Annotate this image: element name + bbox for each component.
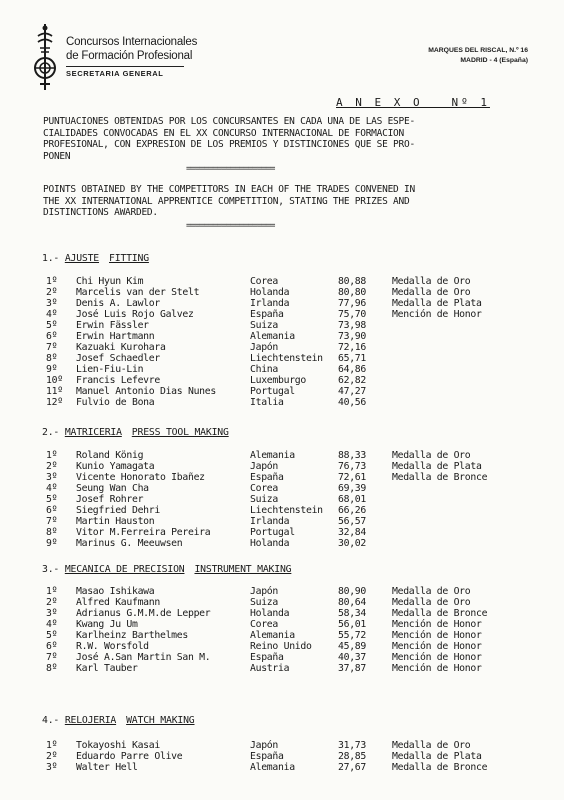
- results-table: [40, 586, 512, 674]
- competitor-name: Adrianus G.M.M.de Lepper: [76, 608, 211, 619]
- award-cell: Medalla de Plata: [392, 298, 482, 309]
- score-cell: 27,67: [338, 762, 366, 773]
- table-row: [40, 630, 512, 641]
- score-cell: 64,86: [338, 364, 366, 375]
- table-row: [40, 309, 512, 320]
- score-cell: 55,72: [338, 630, 366, 641]
- competitor-name: Masao Ishikawa: [76, 586, 155, 597]
- table-row: [40, 353, 512, 364]
- table-row: [40, 740, 512, 751]
- rank-cell: 2º: [46, 751, 58, 762]
- organization-header: [66, 35, 197, 78]
- award-cell: Medalla de Oro: [392, 450, 471, 461]
- rank-cell: 4º: [46, 483, 58, 494]
- table-row: [40, 450, 512, 461]
- award-cell: Medalla de Oro: [392, 597, 471, 608]
- rank-cell: 3º: [46, 472, 58, 483]
- section-title-es: MATRICERIA: [64, 427, 122, 438]
- table-row: [40, 364, 512, 375]
- table-row: [40, 663, 512, 674]
- country-cell: Irlanda: [250, 298, 290, 309]
- competitor-name: Kunio Yamagata: [76, 461, 155, 472]
- table-row: [40, 619, 512, 630]
- award-cell: Mención de Honor: [392, 641, 482, 652]
- rank-cell: 10º: [46, 375, 63, 386]
- country-cell: Alemania: [250, 331, 295, 342]
- score-cell: 47,27: [338, 386, 366, 397]
- country-cell: España: [250, 652, 284, 663]
- award-cell: [392, 527, 512, 538]
- award-cell: Medalla de Oro: [392, 287, 471, 298]
- country-cell: Liechtenstein: [250, 353, 323, 364]
- rank-cell: 4º: [46, 309, 58, 320]
- competitor-name: Erwin Hartmann: [76, 331, 155, 342]
- competitor-name: Vitor M.Ferreira Pereira: [76, 527, 211, 538]
- award-cell: Medalla de Plata: [392, 461, 482, 472]
- score-cell: 40,37: [338, 652, 366, 663]
- country-cell: Liechtenstein: [250, 505, 323, 516]
- rank-cell: 2º: [46, 597, 58, 608]
- competitor-name: Fulvio de Bona: [76, 397, 155, 408]
- org-name-line1: Concursos Internacionales: [66, 36, 198, 48]
- rank-cell: 1º: [46, 450, 58, 461]
- organization-emblem-icon: [32, 22, 58, 92]
- country-cell: Portugal: [250, 527, 295, 538]
- competitor-name: Karlheinz Barthelmes: [76, 630, 188, 641]
- country-cell: Portugal: [250, 386, 295, 397]
- score-cell: 62,82: [338, 375, 366, 386]
- score-cell: 72,61: [338, 472, 366, 483]
- rank-cell: 2º: [46, 287, 58, 298]
- table-row: [40, 276, 512, 287]
- section-number: 1.-: [42, 253, 60, 264]
- table-row: [40, 751, 512, 762]
- address-line2: MADRID - 4 (España): [460, 57, 528, 64]
- award-cell: Medalla de Plata: [392, 751, 482, 762]
- section-title-en: INSTRUMENT MAKING: [194, 564, 292, 575]
- score-cell: 45,89: [338, 641, 366, 652]
- competitor-name: José Luis Rojo Galvez: [76, 309, 194, 320]
- rank-cell: 1º: [46, 586, 58, 597]
- separator-2: ====================: [186, 221, 275, 231]
- competitor-name: Erwin Fässler: [76, 320, 149, 331]
- award-cell: [392, 494, 512, 505]
- rank-cell: 8º: [46, 663, 58, 674]
- rank-cell: 1º: [46, 276, 58, 287]
- address-line1: MARQUES DEL RISCAL, N.º 16: [428, 47, 528, 54]
- section-title-es: RELOJERIA: [64, 715, 117, 726]
- table-row: [40, 461, 512, 472]
- section-number: 2.-: [42, 427, 60, 438]
- award-cell: [392, 397, 512, 408]
- award-cell: Medalla de Oro: [392, 740, 471, 751]
- rank-cell: 4º: [46, 619, 58, 630]
- competitor-name: Martin Hauston: [76, 516, 155, 527]
- award-cell: [392, 320, 512, 331]
- competitor-name: Eduardo Parre Olive: [76, 751, 183, 762]
- competitor-name: José A.San Martin San M.: [76, 652, 211, 663]
- competitor-name: Seung Wan Cha: [76, 483, 149, 494]
- rank-cell: 7º: [46, 516, 58, 527]
- intro-english: POINTS OBTAINED BY THE COMPETITORS IN EACH OF THE TRADES CONVENED IN THE XX INTERNATIONAL APPRENTICE COMPETITION, STATING THE PRIZES AND DISTINCTIONS AWARDED.: [43, 184, 415, 219]
- section-title-en: PRESS TOOL MAKING: [131, 427, 229, 438]
- section-heading: [42, 253, 149, 264]
- competitor-name: Lien-Fiu-Lin: [76, 364, 144, 375]
- competitor-name: Denis A. Lawlor: [76, 298, 160, 309]
- score-cell: 80,88: [338, 276, 366, 287]
- award-cell: [392, 364, 512, 375]
- score-cell: 72,16: [338, 342, 366, 353]
- section-title-es: AJUSTE: [64, 253, 100, 264]
- competitor-name: Francis Lefevre: [76, 375, 160, 386]
- country-cell: Japón: [250, 586, 278, 597]
- table-row: [40, 494, 512, 505]
- table-row: [40, 331, 512, 342]
- rank-cell: 1º: [46, 740, 58, 751]
- table-row: [40, 516, 512, 527]
- intro-spanish: PUNTUACIONES OBTENIDAS POR LOS CONCURSANTES EN CADA UNA DE LAS ESPE- CIALIDADES CONVOCADAS EN EL XX CONCURSO INTERNACIONAL DE FORMACION PROFESIONAL, CON EXPRESION DE LOS PREMIOS Y DISTINCIONES QUE SE PRO- PONEN: [43, 116, 415, 162]
- country-cell: China: [250, 364, 278, 375]
- award-cell: [392, 516, 512, 527]
- score-cell: 76,73: [338, 461, 366, 472]
- country-cell: Holanda: [250, 608, 290, 619]
- competitor-name: Walter Hell: [76, 762, 138, 773]
- score-cell: 32,84: [338, 527, 366, 538]
- header-divider: [66, 66, 184, 67]
- score-cell: 37,87: [338, 663, 366, 674]
- rank-cell: 5º: [46, 320, 58, 331]
- score-cell: 69,39: [338, 483, 366, 494]
- rank-cell: 3º: [46, 608, 58, 619]
- score-cell: 58,34: [338, 608, 366, 619]
- rank-cell: 11º: [46, 386, 63, 397]
- rank-cell: 8º: [46, 527, 58, 538]
- table-row: [40, 505, 512, 516]
- award-cell: [392, 331, 512, 342]
- rank-cell: 7º: [46, 342, 58, 353]
- score-cell: 73,90: [338, 331, 366, 342]
- award-cell: [392, 483, 512, 494]
- competitor-name: Marcelis van der Stelt: [76, 287, 200, 298]
- competitor-name: Manuel Antonio Dias Nunes: [76, 386, 216, 397]
- rank-cell: 6º: [46, 505, 58, 516]
- rank-cell: 8º: [46, 353, 58, 364]
- table-row: [40, 652, 512, 663]
- competitor-name: Kwang Ju Um: [76, 619, 138, 630]
- competitor-name: Josef Rohrer: [76, 494, 144, 505]
- score-cell: 28,85: [338, 751, 366, 762]
- table-row: [40, 762, 512, 773]
- table-row: [40, 397, 512, 408]
- award-cell: Medalla de Bronce: [392, 472, 488, 483]
- table-row: [40, 342, 512, 353]
- table-row: [40, 375, 512, 386]
- award-cell: [392, 342, 512, 353]
- award-cell: [392, 375, 512, 386]
- rank-cell: 6º: [46, 331, 58, 342]
- rank-cell: 5º: [46, 630, 58, 641]
- table-row: [40, 597, 512, 608]
- rank-cell: 2º: [46, 461, 58, 472]
- score-cell: 80,64: [338, 597, 366, 608]
- award-cell: [392, 386, 512, 397]
- rank-cell: 12º: [46, 397, 63, 408]
- award-cell: Medalla de Oro: [392, 276, 471, 287]
- country-cell: Irlanda: [250, 516, 290, 527]
- section-title-en: WATCH MAKING: [126, 715, 195, 726]
- country-cell: Alemania: [250, 450, 295, 461]
- award-cell: Mención de Honor: [392, 630, 482, 641]
- competitor-name: Chi Hyun Kim: [76, 276, 144, 287]
- country-cell: España: [250, 472, 284, 483]
- country-cell: Japón: [250, 342, 278, 353]
- table-row: [40, 641, 512, 652]
- annex-title-text: A N E X O Nº 1: [336, 96, 490, 109]
- table-row: [40, 287, 512, 298]
- section-title-es: MECANICA DE PRECISION: [64, 564, 185, 575]
- country-cell: Alemania: [250, 630, 295, 641]
- score-cell: 31,73: [338, 740, 366, 751]
- country-cell: Corea: [250, 276, 278, 287]
- rank-cell: 9º: [46, 364, 58, 375]
- rank-cell: 5º: [46, 494, 58, 505]
- country-cell: Japón: [250, 461, 278, 472]
- org-department: SECRETARIA GENERAL: [66, 69, 164, 78]
- results-table: [40, 276, 512, 408]
- award-cell: Mención de Honor: [392, 652, 482, 663]
- table-row: [40, 472, 512, 483]
- score-cell: 56,57: [338, 516, 366, 527]
- competitor-name: Tokayoshi Kasai: [76, 740, 160, 751]
- table-row: [40, 538, 512, 549]
- country-cell: Suiza: [250, 597, 278, 608]
- award-cell: Mención de Honor: [392, 619, 482, 630]
- score-cell: 65,71: [338, 353, 366, 364]
- country-cell: Suiza: [250, 494, 278, 505]
- country-cell: Holanda: [250, 538, 290, 549]
- section-heading: [42, 564, 291, 575]
- country-cell: Corea: [250, 483, 278, 494]
- score-cell: 68,01: [338, 494, 366, 505]
- section-heading: [42, 715, 195, 726]
- country-cell: Japón: [250, 740, 278, 751]
- rank-cell: 3º: [46, 298, 58, 309]
- table-row: [40, 386, 512, 397]
- country-cell: España: [250, 309, 284, 320]
- country-cell: Alemania: [250, 762, 295, 773]
- rank-cell: 6º: [46, 641, 58, 652]
- results-table: [40, 450, 512, 549]
- competitor-name: Marinus G. Meeuwsen: [76, 538, 183, 549]
- award-cell: [392, 353, 512, 364]
- score-cell: 66,26: [338, 505, 366, 516]
- rank-cell: 3º: [46, 762, 58, 773]
- country-cell: Italia: [250, 397, 284, 408]
- award-cell: Medalla de Oro: [392, 586, 471, 597]
- separator-1: ====================: [186, 164, 275, 174]
- table-row: [40, 320, 512, 331]
- section-title-en: FITTING: [109, 253, 149, 264]
- country-cell: Corea: [250, 619, 278, 630]
- annex-title: [336, 96, 490, 109]
- rank-cell: 9º: [46, 538, 58, 549]
- section-number: 4.-: [42, 715, 60, 726]
- results-table: [40, 740, 512, 773]
- competitor-name: Kazuaki Kurohara: [76, 342, 166, 353]
- competitor-name: Siegfried Dehri: [76, 505, 160, 516]
- score-cell: 80,90: [338, 586, 366, 597]
- award-cell: Medalla de Bronce: [392, 762, 488, 773]
- address-block: [428, 46, 528, 66]
- country-cell: España: [250, 751, 284, 762]
- competitor-name: Josef Schaedler: [76, 353, 160, 364]
- country-cell: Holanda: [250, 287, 290, 298]
- score-cell: 56,01: [338, 619, 366, 630]
- score-cell: 88,33: [338, 450, 366, 461]
- score-cell: 30,02: [338, 538, 366, 549]
- table-row: [40, 608, 512, 619]
- competitor-name: Vicente Honorato Ibañez: [76, 472, 205, 483]
- country-cell: Luxemburgo: [250, 375, 306, 386]
- competitor-name: Roland König: [76, 450, 144, 461]
- score-cell: 40,56: [338, 397, 366, 408]
- org-name-line2: de Formación Profesional: [66, 50, 193, 62]
- award-cell: [392, 538, 512, 549]
- score-cell: 75,70: [338, 309, 366, 320]
- award-cell: [392, 505, 512, 516]
- country-cell: Reino Unido: [250, 641, 312, 652]
- score-cell: 73,98: [338, 320, 366, 331]
- award-cell: Medalla de Bronce: [392, 608, 488, 619]
- competitor-name: R.W. Worsfold: [76, 641, 149, 652]
- table-row: [40, 527, 512, 538]
- score-cell: 80,80: [338, 287, 366, 298]
- score-cell: 77,96: [338, 298, 366, 309]
- competitor-name: Alfred Kaufmann: [76, 597, 160, 608]
- award-cell: Mención de Honor: [392, 309, 482, 320]
- table-row: [40, 298, 512, 309]
- table-row: [40, 586, 512, 597]
- competitor-name: Karl Tauber: [76, 663, 138, 674]
- award-cell: Mención de Honor: [392, 663, 482, 674]
- section-heading: [42, 427, 229, 438]
- country-cell: Austria: [250, 663, 290, 674]
- country-cell: Suiza: [250, 320, 278, 331]
- rank-cell: 7º: [46, 652, 58, 663]
- section-number: 3.-: [42, 564, 60, 575]
- table-row: [40, 483, 512, 494]
